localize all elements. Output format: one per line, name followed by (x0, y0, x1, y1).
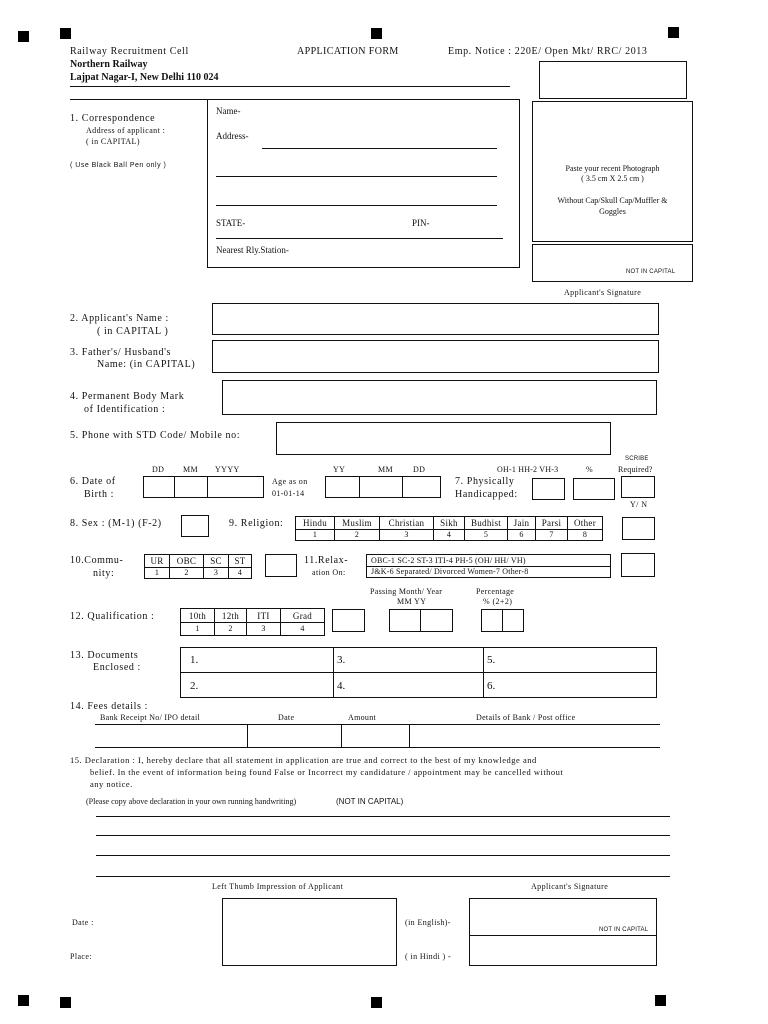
registration-mark (60, 28, 71, 39)
address-box[interactable] (207, 99, 520, 268)
sex-field[interactable] (181, 515, 209, 537)
declaration-line[interactable] (96, 876, 670, 877)
religion-option: Christian (380, 517, 434, 530)
fees-column: Amount (348, 713, 377, 722)
religion-code: 1 (296, 530, 335, 541)
registration-mark (18, 995, 29, 1006)
photo-size: ( 3.5 cm X 2.5 cm ) (581, 174, 644, 183)
pen-instruction: ( Use Black Ball Pen only ) (70, 162, 167, 169)
signature-note: NOT IN CAPITAL (599, 927, 649, 933)
signature-english-label: (in English)- (405, 918, 451, 927)
relaxation-label: ation On: (312, 568, 346, 577)
community-code: 1 (145, 568, 170, 579)
registration-mark (18, 31, 29, 42)
age-divider (359, 477, 360, 497)
station-label: Nearest Rly.Station- (216, 245, 289, 255)
ph-percent-field[interactable] (573, 478, 615, 500)
relaxation-options: J&K-6 Separated/ Divorced Women-7 Other-8 (371, 567, 529, 576)
documents-divider (333, 648, 334, 697)
applicant-name-field[interactable] (212, 303, 659, 335)
signature-box[interactable] (532, 244, 693, 282)
photo-box[interactable] (532, 101, 693, 242)
documents-divider (483, 648, 484, 697)
religion-option: Budhist (465, 517, 508, 530)
place-label: Place: (70, 952, 92, 961)
dob-divider (207, 477, 208, 497)
relaxation-label: 11.Relax- (304, 555, 349, 566)
percentage-hint: % (2+2) (483, 597, 513, 606)
qualification-table (180, 608, 325, 636)
fees-row[interactable] (95, 724, 660, 748)
qualification-code: 2 (215, 623, 247, 636)
correspondence-hint: Address of applicant : (86, 126, 166, 135)
signature-note: NOT IN CAPITAL (626, 269, 676, 275)
body-mark-field[interactable] (222, 380, 657, 415)
community-option: ST (229, 555, 252, 568)
age-mm-label: MM (378, 465, 394, 474)
qualification-code: 3 (247, 623, 281, 636)
ph-percent-label: % (586, 465, 594, 474)
phone-field[interactable] (276, 422, 611, 455)
dob-mm-label: MM (183, 465, 199, 474)
percentage-label: Percentage (476, 587, 515, 596)
qualification-option: ITI (247, 609, 281, 623)
fees-column: Date (278, 713, 295, 722)
address-line[interactable] (216, 176, 497, 177)
document-slot: 4. (337, 680, 346, 692)
org-name: Railway Recruitment Cell (70, 46, 189, 57)
signature-hindi-label: ( in Hindi ) - (405, 952, 452, 961)
dob-label: 6. Date of (70, 476, 116, 487)
qualification-option: 12th (215, 609, 247, 623)
office-use-box[interactable] (539, 61, 687, 99)
pin-label: PIN- (412, 218, 430, 228)
passing-field[interactable] (389, 609, 453, 632)
religion-code: 3 (380, 530, 434, 541)
emp-notice: Emp. Notice : 220E/ Open Mkt/ RRC/ 2013 (448, 46, 648, 57)
religion-option: Sikh (434, 517, 465, 530)
region-name: Northern Railway (70, 59, 148, 70)
document-slot: 1. (190, 654, 199, 666)
address-line[interactable] (216, 205, 497, 206)
document-slot: 2. (190, 680, 199, 692)
father-name-hint: Name: (in CAPITAL) (97, 359, 196, 370)
age-date: 01-01-14 (272, 489, 305, 498)
document-slot: 5. (487, 654, 496, 666)
applicant-name-label: 2. Applicant's Name : (70, 313, 169, 324)
fees-column: Bank Receipt No/ IPO detail (100, 713, 201, 722)
footer-signature-box[interactable] (469, 898, 657, 966)
dob-divider (174, 477, 175, 497)
community-option: SC (204, 555, 229, 568)
photo-instruction: Paste your recent Photograph (565, 164, 660, 173)
religion-code: 7 (536, 530, 568, 541)
phone-label: 5. Phone with STD Code/ Mobile no: (70, 430, 241, 441)
religion-code: 5 (465, 530, 508, 541)
declaration-text: belief. In the event of information being found False or Incorrect my candidature / appointment may be cancelled without (90, 767, 564, 777)
age-yy-label: YY (333, 465, 346, 474)
ph-codes: OH-1 HH-2 VH-3 (497, 465, 559, 474)
community-code: 3 (204, 568, 229, 579)
fees-label: 14. Fees details : (70, 701, 149, 712)
fees-divider (409, 725, 410, 747)
documents-table[interactable] (180, 647, 657, 698)
fees-divider (247, 725, 248, 747)
registration-mark (371, 997, 382, 1008)
ph-code-field[interactable] (532, 478, 565, 500)
community-option: UR (145, 555, 170, 568)
age-field[interactable] (325, 476, 441, 498)
religion-code: 4 (434, 530, 465, 541)
correspondence-title: 1. Correspondence (70, 113, 156, 124)
religion-field[interactable] (622, 517, 655, 540)
document-slot: 3. (337, 654, 346, 666)
ph-label: Handicapped: (455, 489, 518, 500)
declaration-text: 15. Declaration : I, hereby declare that all statement in application are true and correct to the best of my knowledge and (70, 755, 537, 765)
percentage-divider (502, 610, 503, 631)
address-line[interactable] (262, 148, 497, 149)
age-label: Age as on (272, 477, 308, 486)
dob-field[interactable] (143, 476, 264, 498)
scribe-label: SCRIBE (625, 456, 649, 462)
date-label: Date : (72, 918, 94, 927)
passing-divider (420, 610, 421, 631)
percentage-field[interactable] (481, 609, 524, 632)
address-name-label: Name- (216, 106, 241, 116)
sex-label: 8. Sex : (M-1) (F-2) (70, 518, 162, 529)
father-name-field[interactable] (212, 340, 659, 373)
declaration-copy-note: (NOT IN CAPITAL) (336, 797, 404, 806)
declaration-line[interactable] (96, 835, 670, 836)
header-rule (70, 86, 510, 87)
religion-option: Muslim (335, 517, 380, 530)
religion-option: Other (568, 517, 603, 530)
documents-label: Enclosed : (93, 662, 141, 673)
registration-mark (655, 995, 666, 1006)
religion-label: 9. Religion: (229, 518, 284, 529)
qualification-code: 4 (281, 623, 325, 636)
office-address: Lajpat Nagar-I, New Delhi 110 024 (70, 72, 219, 83)
relaxation-table (366, 554, 611, 578)
religion-table (295, 516, 603, 541)
age-divider (402, 477, 403, 497)
registration-mark (668, 27, 679, 38)
correspondence-hint: ( in CAPITAL) (86, 137, 140, 146)
scribe-label: Required? (618, 465, 653, 474)
signature-label: Applicant's Signature (564, 288, 642, 297)
community-table (144, 554, 252, 579)
body-mark-label: 4. Permanent Body Mark (70, 391, 185, 402)
community-option: OBC (170, 555, 204, 568)
religion-code: 8 (568, 530, 603, 541)
scribe-field[interactable] (621, 476, 655, 498)
signature-divider (470, 935, 656, 936)
religion-code: 6 (508, 530, 536, 541)
religion-option: Hindu (296, 517, 335, 530)
father-name-label: 3. Father's/ Husband's (70, 347, 171, 358)
community-label: 10.Commu- (70, 555, 124, 566)
qualification-code: 1 (181, 623, 215, 636)
documents-label: 13. Documents (70, 650, 139, 661)
religion-option: Jain (508, 517, 536, 530)
document-slot: 6. (487, 680, 496, 692)
dob-yyyy-label: YYYY (215, 465, 240, 474)
declaration-text: any notice. (90, 779, 133, 789)
state-label: STATE- (216, 218, 246, 228)
declaration-line[interactable] (96, 855, 670, 856)
declaration-line[interactable] (96, 816, 670, 817)
thumb-label: Left Thumb Impression of Applicant (212, 882, 344, 891)
applicant-name-hint: ( in CAPITAL ) (97, 326, 169, 337)
community-label: nity: (93, 568, 115, 579)
relaxation-options: OBC-1 SC-2 ST-3 ITI-4 PH-5 (OH/ HH/ VH) (371, 556, 526, 565)
footer-signature-label: Applicant's Signature (531, 882, 609, 891)
ph-label: 7. Physically (455, 476, 515, 487)
state-line[interactable] (216, 238, 503, 239)
community-code: 2 (170, 568, 204, 579)
community-code: 4 (229, 568, 252, 579)
qualification-option: 10th (181, 609, 215, 623)
body-mark-hint: of Identification : (84, 404, 166, 415)
qualification-option: Grad (281, 609, 325, 623)
dob-label: Birth : (84, 489, 115, 500)
scribe-yn: Y/ N (630, 500, 648, 509)
declaration-copy-instruction: (Please copy above declaration in your own running handwriting) (86, 797, 297, 806)
relaxation-field[interactable] (621, 553, 655, 577)
religion-code: 2 (335, 530, 380, 541)
documents-divider (181, 672, 656, 673)
dob-dd-label: DD (152, 465, 165, 474)
registration-mark (371, 28, 382, 39)
form-title: APPLICATION FORM (297, 46, 399, 57)
fees-divider (341, 725, 342, 747)
age-dd-label: DD (413, 465, 426, 474)
passing-mmyy: MM YY (397, 597, 427, 606)
qualification-field[interactable] (332, 609, 365, 632)
qualification-label: 12. Qualification : (70, 611, 155, 622)
registration-mark (60, 997, 71, 1008)
photo-note: Goggles (599, 207, 626, 216)
fees-column: Details of Bank / Post office (476, 713, 576, 722)
community-field[interactable] (265, 554, 297, 577)
passing-label: Passing Month/ Year (370, 587, 443, 596)
thumb-impression-box[interactable] (222, 898, 397, 966)
religion-option: Parsi (536, 517, 568, 530)
address-label: Address- (216, 131, 249, 141)
photo-note: Without Cap/Skull Cap/Muffler & (557, 196, 668, 205)
